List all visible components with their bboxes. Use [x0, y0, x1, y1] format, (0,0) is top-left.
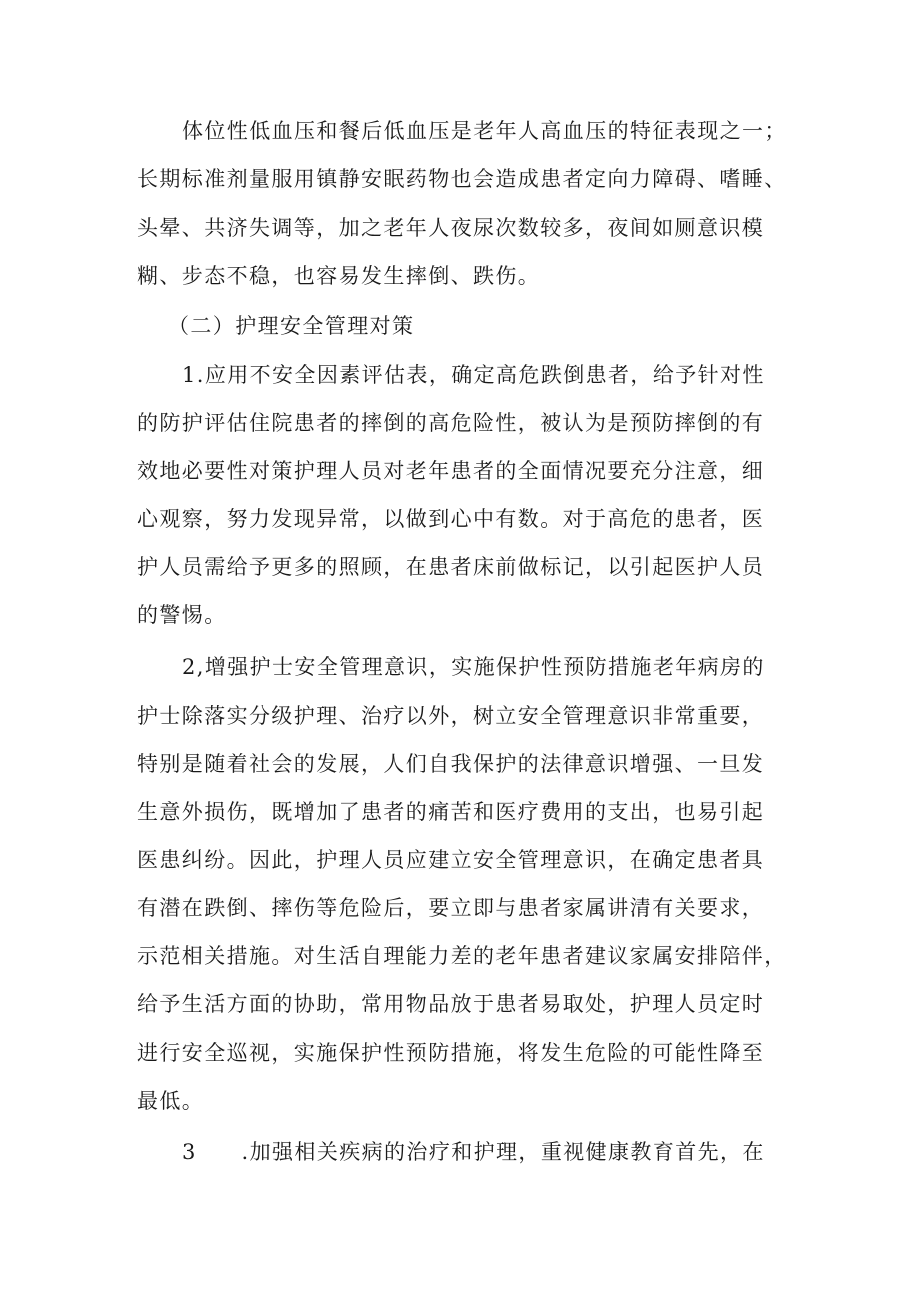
paragraph-line: 示范相关措施。对生活自理能力差的老年患者建议家属安排陪伴， [137, 944, 787, 968]
paragraph-line: 护士除落实分级护理、治疗以外，树立安全管理意识非常重要， [137, 704, 765, 728]
paragraph-line: 给予生活方面的协助，常用物品放于患者易取处，护理人员定时 [137, 992, 765, 1016]
paragraph-line: 医患纠纷。因此，护理人员应建立安全管理意识，在确定患者具 [137, 848, 765, 872]
paragraph-line: 1.应用不安全因素评估表，确定高危跌倒患者，给予针对性 [182, 363, 765, 387]
paragraph-line: 有潜在跌倒、摔伤等危险后，要立即与患者家属讲清有关要求， [137, 896, 765, 920]
paragraph-line: 的警惕。 [137, 603, 227, 627]
paragraph-line: 护人员需给予更多的照顾，在患者床前做标记，以引起医护人员 [137, 555, 765, 579]
paragraph-line: 效地必要性对策护理人员对老年患者的全面情况要充分注意，细 [137, 459, 765, 483]
paragraph-line: 2,增强护士安全管理意识，实施保护性预防措施老年病房的 [182, 655, 765, 679]
paragraph-line: 头晕、共济失调等，加之老年人夜尿次数较多，夜间如厕意识模 [137, 216, 765, 240]
paragraph-line: 的防护评估住院患者的摔倒的高危险性，被认为是预防摔倒的有 [137, 411, 765, 435]
paragraph-line: 体位性低血压和餐后低血压是老年人高血压的特征表现之一； [182, 119, 787, 143]
paragraph-line: 3 .加强相关疾病的治疗和护理，重视健康教育首先，在 [182, 1140, 765, 1164]
paragraph-line: 特别是随着社会的发展，人们自我保护的法律意识增强、一旦发 [137, 752, 765, 776]
paragraph-line: 最低。 [137, 1089, 205, 1113]
paragraph-line: 生意外损伤，既增加了患者的痛苦和医疗费用的支出，也易引起 [137, 800, 765, 824]
paragraph-line: 心观察，努力发现异常，以做到心中有数。对于高危的患者，医 [137, 507, 765, 531]
paragraph-line: 进行安全巡视，实施保护性预防措施，将发生危险的可能性降至 [137, 1041, 765, 1065]
section-heading: （二）护理安全管理对策 [168, 314, 415, 338]
paragraph-line: 糊、步态不稳，也容易发生摔倒、跌伤。 [137, 264, 541, 288]
paragraph-line: 长期标准剂量服用镇静安眠药物也会造成患者定向力障碍、嗜睡、 [137, 167, 787, 191]
